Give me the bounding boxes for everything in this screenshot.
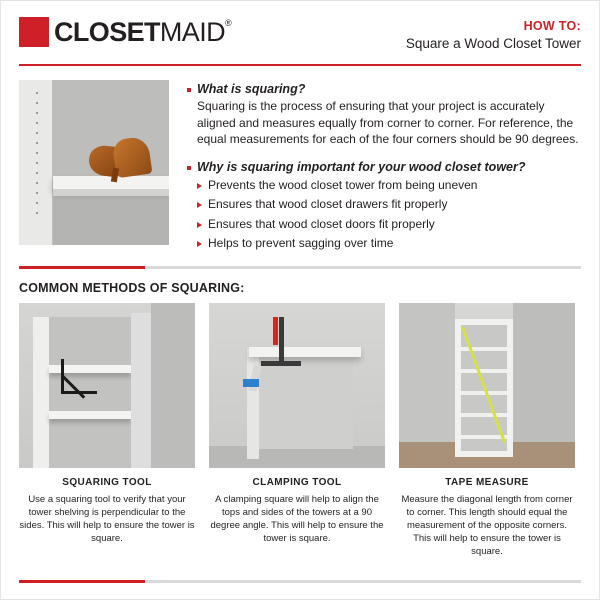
triangle-bullet-icon	[197, 241, 202, 247]
footer-divider	[19, 580, 581, 583]
card-title: CLAMPING TOOL	[252, 476, 342, 488]
question-1-body: Squaring is the process of ensuring that your project is accurately aligned and measures equally from corner to corner. For reference, the equal measurements for each of the four corners should be 90 degrees.	[197, 99, 579, 146]
square-bullet-icon	[187, 166, 191, 170]
card-body: Use a squaring tool to verify that your tower shelving is perpendicular to the sides. This will help to ensure the tower is square.	[19, 493, 195, 544]
list-item-label: Ensures that wood closet drawers fit properly	[208, 197, 448, 211]
shelf-pin-holes	[36, 92, 38, 222]
method-card-tape-measure	[399, 303, 575, 558]
list-item-label: Ensures that wood closet doors fit properly	[208, 216, 435, 231]
howto-title: Square a Wood Closet Tower	[405, 36, 581, 51]
logo-light-text: MAID	[159, 17, 226, 47]
card-body: Measure the diagonal length from corner to corner. This length should equal the measurement of the opposite corners. This will help to ensure the tower is square.	[401, 493, 573, 557]
closetmaid-logo	[19, 17, 231, 47]
howto-label: HOW TO:	[523, 19, 581, 33]
list-item-label: Prevents the wood closet tower from being uneven	[208, 177, 478, 192]
card-title: SQUARING TOOL	[62, 476, 152, 488]
clamp-handle-icon	[273, 317, 278, 345]
card-body: A clamping square will help to align the tops and sides of the towers at a 90 degree angle. This will help to ensure the tower is square.	[210, 493, 384, 544]
registered-trademark-icon: ®	[225, 18, 232, 28]
triangle-bullet-icon	[197, 222, 202, 228]
list-item-label: Helps to prevent sagging over time	[208, 236, 394, 250]
logo-square-icon	[19, 17, 49, 47]
question-1-heading	[187, 82, 581, 96]
clamp-icon	[279, 317, 284, 365]
question-2-heading	[187, 160, 581, 174]
method-card-squaring-tool	[19, 303, 195, 558]
list-item	[197, 178, 581, 193]
intro-section	[1, 66, 599, 256]
closet-shelf-with-shoes-photo	[19, 80, 169, 245]
squaring-tool-photo	[19, 303, 195, 468]
tape-measure-photo	[399, 303, 575, 468]
question-2-title: Why is squaring important for your wood closet tower?	[197, 159, 526, 174]
logo-wordmark	[54, 17, 231, 47]
section-divider	[1, 256, 599, 269]
logo-bold-text: CLOSET	[54, 17, 160, 47]
methods-card-row	[1, 303, 599, 558]
triangle-bullet-icon	[197, 202, 202, 208]
question-1-title: What is squaring?	[197, 82, 306, 96]
benefits-list	[197, 178, 581, 252]
method-card-clamping-tool	[209, 303, 385, 558]
list-item	[197, 217, 581, 232]
clamp-grip-icon	[243, 379, 259, 387]
square-bullet-icon	[187, 88, 191, 92]
triangle-bullet-icon	[197, 183, 202, 189]
intro-text-column	[169, 80, 581, 256]
list-item	[197, 197, 581, 212]
document-header	[1, 1, 599, 51]
howto-block	[406, 17, 581, 51]
clamping-tool-photo	[209, 303, 385, 468]
methods-section-title: COMMON METHODS OF SQUARING:	[19, 280, 245, 295]
clamp-icon	[261, 361, 301, 366]
card-title: TAPE MEASURE	[445, 476, 529, 488]
list-item	[197, 236, 581, 251]
